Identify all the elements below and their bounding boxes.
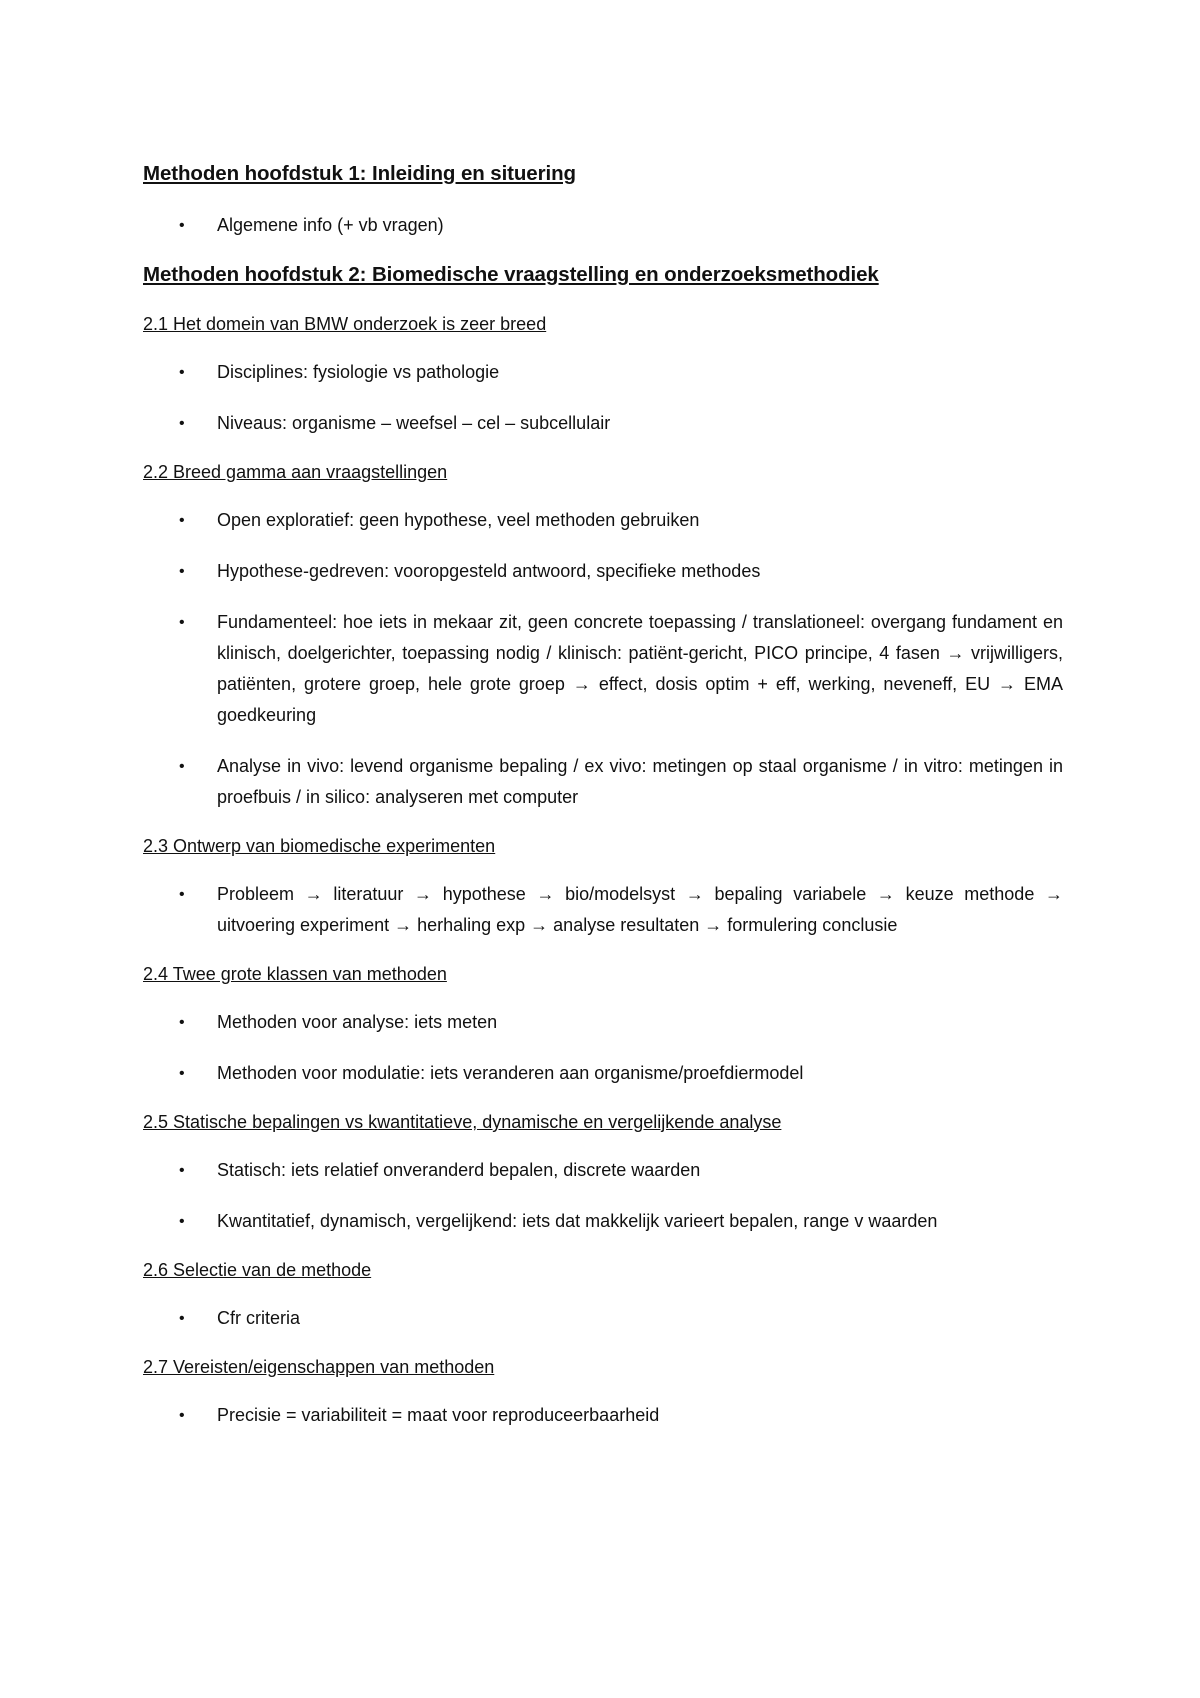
- section-heading: 2.4 Twee grote klassen van methoden: [143, 964, 447, 984]
- chapter1-bullets: [143, 210, 1063, 241]
- section-2-7: [143, 1354, 1063, 1431]
- chapter1-title: Methoden hoofdstuk 1: Inleiding en situering: [143, 162, 576, 185]
- bullet-icon: •: [179, 1014, 185, 1031]
- section-2-3: [143, 833, 1063, 941]
- list-item: • Niveaus: organisme – weefsel – cel – subcellulair: [143, 408, 1063, 439]
- list-item: • Methoden voor modulatie: iets veranderen aan organisme/proefdiermodel: [143, 1058, 1063, 1089]
- list-item: • Open exploratief: geen hypothese, veel methoden gebruiken: [143, 505, 1063, 536]
- section-heading: 2.7 Vereisten/eigenschappen van methoden: [143, 1357, 495, 1377]
- section-2-5: [143, 1109, 1063, 1237]
- bullet-icon: •: [179, 758, 185, 775]
- list-item: • Statisch: iets relatief onveranderd bepalen, discrete waarden: [143, 1155, 1063, 1186]
- chapter2-title: Methoden hoofdstuk 2: Biomedische vraagstelling en onderzoeksmethodiek: [143, 263, 879, 286]
- section-heading: 2.6 Selectie van de methode: [143, 1260, 372, 1280]
- list-item: • Disciplines: fysiologie vs pathologie: [143, 357, 1063, 388]
- bullet-icon: •: [179, 886, 185, 903]
- bullet-icon: •: [179, 364, 185, 381]
- section-2-4: [143, 961, 1063, 1089]
- list-item: • Fundamenteel: hoe iets in mekaar zit, geen concrete toepassing / translationeel: overgang fundament en klinisch, doelgerichter, toepassing nodig / klinisch: patiënt-gericht, PICO principe, 4 fasen → vrijwilligers, patiënten, grotere groep, hele grote groep → effect, dosis optim + eff, werking, neveneff, EU → EMA goedkeuring: [143, 607, 1063, 731]
- bullet-icon: •: [179, 1065, 185, 1082]
- list-item: • Probleem → literatuur → hypothese → bio/modelsyst → bepaling variabele → keuze methode → uitvoering experiment → herhaling exp → analyse resultaten → formulering conclusie: [143, 879, 1063, 941]
- section-2-2: [143, 459, 1063, 813]
- section-2-1: [143, 311, 1063, 439]
- bullet-icon: •: [179, 1407, 185, 1424]
- bullet-icon: •: [179, 1162, 185, 1179]
- section-heading: 2.1 Het domein van BMW onderzoek is zeer breed: [143, 314, 547, 334]
- bullet-icon: •: [179, 563, 185, 580]
- list-item: • Analyse in vivo: levend organisme bepaling / ex vivo: metingen op staal organisme / in vitro: metingen in proefbuis / in silico: analyseren met computer: [143, 751, 1063, 813]
- list-item: • Cfr criteria: [143, 1303, 1063, 1334]
- document-page: [143, 160, 1063, 1451]
- section-heading: 2.3 Ontwerp van biomedische experimenten: [143, 836, 496, 856]
- bullet-icon: •: [179, 614, 185, 631]
- bullet-icon: •: [179, 415, 185, 432]
- list-item: • Methoden voor analyse: iets meten: [143, 1007, 1063, 1038]
- list-item: • Algemene info (+ vb vragen): [143, 210, 1063, 241]
- bullet-icon: •: [179, 1213, 185, 1230]
- list-item: • Kwantitatief, dynamisch, vergelijkend: iets dat makkelijk varieert bepalen, range v waarden: [143, 1206, 1063, 1237]
- bullet-icon: •: [179, 217, 185, 234]
- section-heading: 2.2 Breed gamma aan vraagstellingen: [143, 462, 448, 482]
- bullet-icon: •: [179, 512, 185, 529]
- list-item: • Precisie = variabiliteit = maat voor reproduceerbaarheid: [143, 1400, 1063, 1431]
- bullet-icon: •: [179, 1310, 185, 1327]
- section-2-6: [143, 1257, 1063, 1334]
- section-heading: 2.5 Statische bepalingen vs kwantitatieve, dynamische en vergelijkende analyse: [143, 1112, 782, 1132]
- list-item: • Hypothese-gedreven: vooropgesteld antwoord, specifieke methodes: [143, 556, 1063, 587]
